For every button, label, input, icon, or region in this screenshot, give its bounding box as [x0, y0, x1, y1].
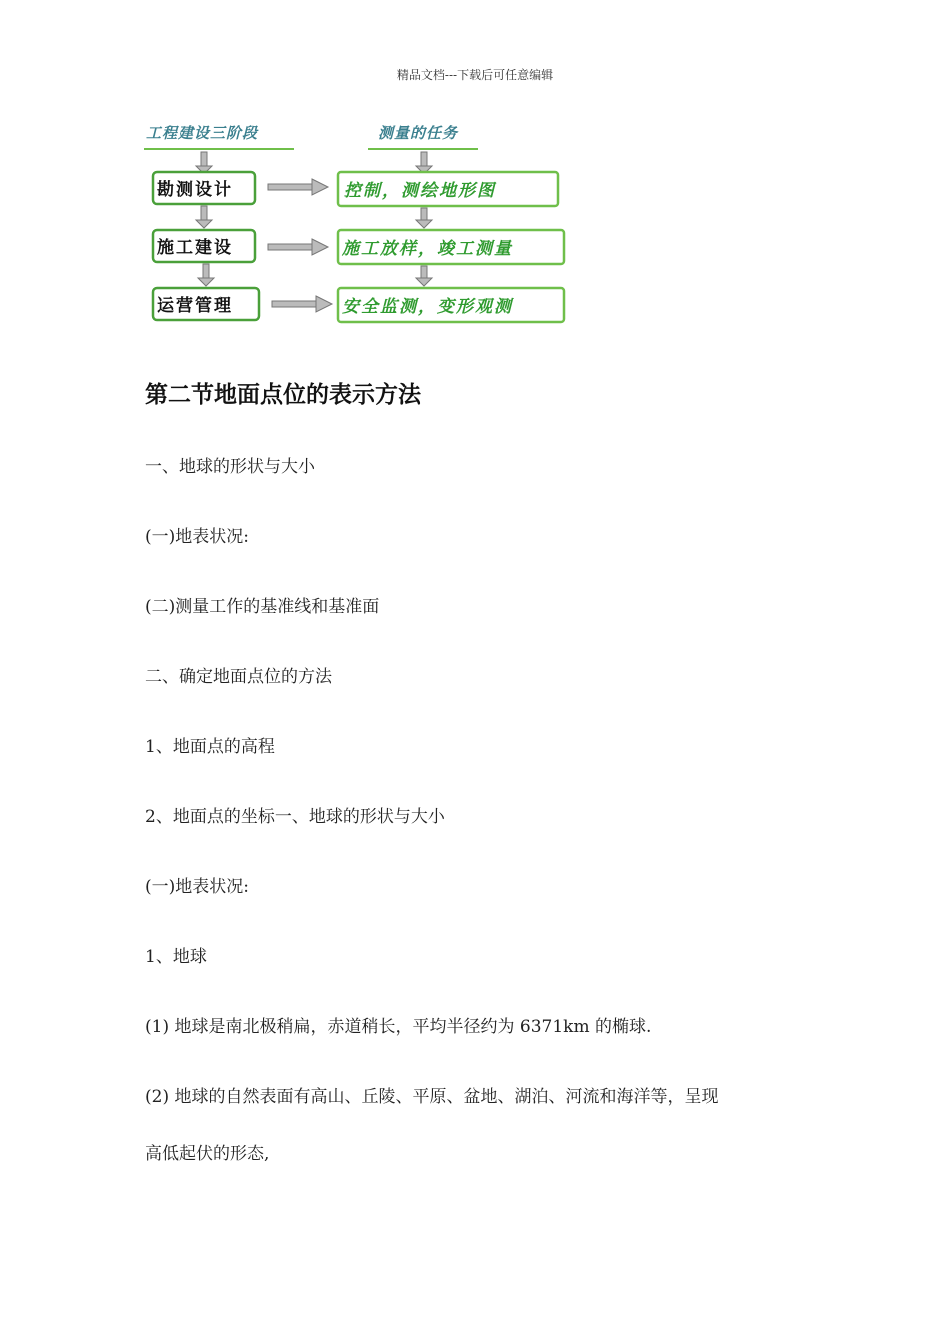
left-down-arrow-1	[196, 152, 212, 174]
right-column-title: 测量的任务	[378, 124, 459, 142]
task-box-monitoring	[338, 288, 564, 322]
stage-box-construction	[153, 230, 255, 262]
task-box-stakeout-survey	[338, 230, 564, 264]
text-line-8: 1、地球	[145, 947, 207, 967]
task-box-control-mapping	[338, 172, 558, 206]
right-arrow-1	[268, 179, 328, 195]
text-line-10: (2) 地球的自然表面有高山、丘陵、平原、盆地、湖泊、河流和海洋等，呈现	[145, 1087, 719, 1107]
text-line-6: 2、地面点的坐标一、地球的形状与大小	[145, 807, 445, 827]
text-line-9: (1) 地球是南北极稍扁，赤道稍长，平均半径约为 6371km 的椭球.	[145, 1017, 652, 1037]
text-line-5: 1、地面点的高程	[145, 737, 275, 757]
text-line-4: 二、确定地面点位的方法	[145, 667, 332, 687]
left-down-arrow-2	[196, 206, 212, 228]
stage-box-survey-design	[153, 172, 255, 204]
task-label-2: 施工放样，竣工测量	[342, 239, 513, 259]
right-arrow-3	[272, 296, 332, 312]
text-line-2: (一)地表状况:	[145, 527, 249, 547]
left-column-title: 工程建设三阶段	[146, 124, 259, 142]
construction-stages-diagram	[140, 112, 580, 332]
stage-label-3: 运营管理	[157, 296, 233, 316]
diagram-svg	[140, 112, 580, 332]
stage-label-1: 勘测设计	[157, 180, 233, 200]
left-down-arrow-3	[198, 264, 214, 286]
text-line-7: (一)地表状况:	[145, 877, 249, 897]
right-arrow-2	[268, 239, 328, 255]
task-label-3: 安全监测，变形观测	[342, 297, 513, 317]
right-down-arrow-2	[416, 208, 432, 228]
stage-label-2: 施工建设	[157, 238, 233, 258]
text-line-3: (二)测量工作的基准线和基准面	[145, 597, 380, 617]
task-label-1: 控制，测绘地形图	[344, 181, 496, 201]
right-down-arrow-1	[416, 152, 432, 174]
right-down-arrow-3	[416, 266, 432, 286]
text-line-11: 高低起伏的形态,	[145, 1144, 270, 1164]
stage-box-operation	[153, 288, 259, 320]
section-title: 第二节地面点位的表示方法	[145, 381, 421, 408]
text-line-1: 一、地球的形状与大小	[145, 457, 315, 477]
page-header: 精品文档---下载后可任意编辑	[396, 68, 554, 82]
